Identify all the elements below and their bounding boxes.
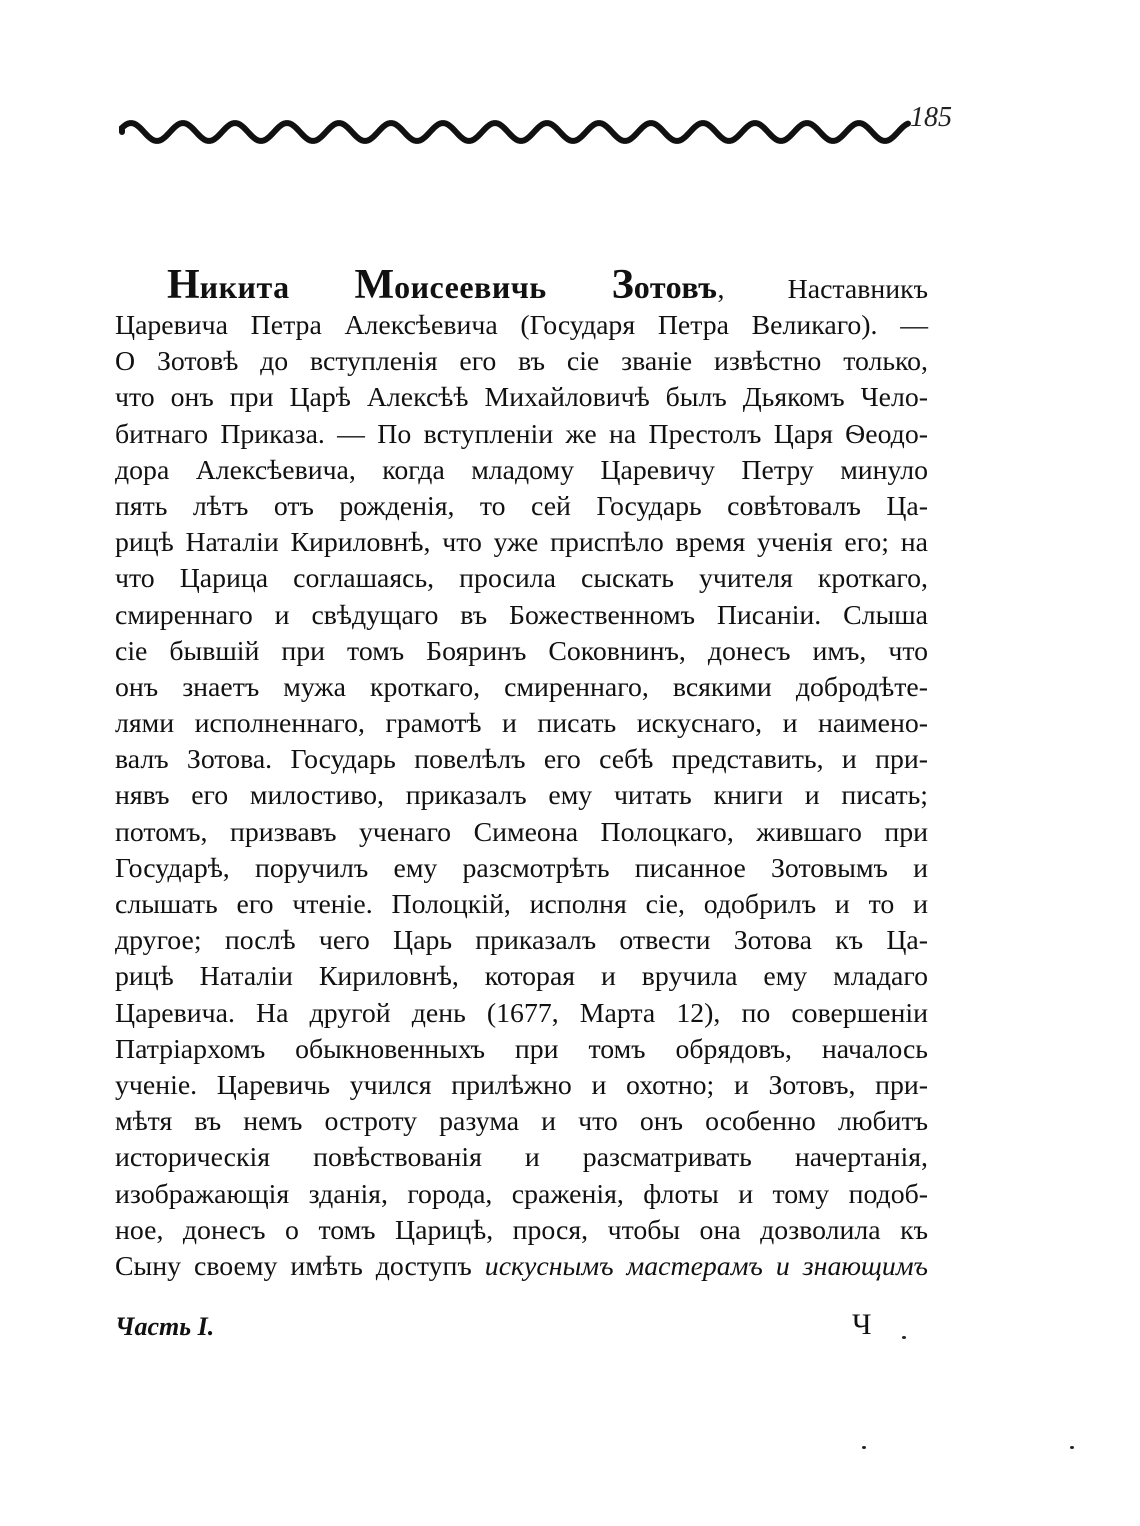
text-line: другое; послѣ чего Царь приказалъ отвести Зотова къ Ца- — [115, 925, 928, 957]
ink-speck — [1070, 1446, 1074, 1449]
text-line: ное, донесъ о томъ Царицѣ, прося, чтобы она дозволила къ — [115, 1214, 928, 1246]
last-line-italic: искуснымъ мастерамъ и знающимъ — [484, 1250, 928, 1282]
text-line: слышать его чтеніе. Полоцкій, исполня сіе, одобрилъ и то и — [115, 889, 928, 920]
signature-letter: Ч — [852, 1308, 872, 1341]
text-line: пять лѣтъ отъ рожденія, то сей Государь совѣтовалъ Ца- — [115, 490, 928, 522]
name-rest-1: икита — [199, 269, 355, 305]
text-line-last — [115, 1249, 928, 1285]
text-line: что онъ при Царѣ Алексѣѣ Михайловичѣ былъ Дьякомъ Чело- — [115, 382, 928, 414]
text-line: Государѣ, поручилъ ему разсмотрѣть писанное Зотовымъ и — [115, 852, 928, 884]
article-body — [115, 262, 928, 1285]
text-line: историческія повѣствованія и разсматривать начертанія, — [115, 1142, 928, 1174]
text-line: что Царица соглашаясь, просила сыскать учителя кроткаго, — [115, 563, 928, 595]
text-line: потомъ, призвавъ ученаго Симеона Полоцкаго, жившаго при — [115, 816, 928, 848]
name-initial-3: З — [611, 262, 634, 308]
text-line: рицѣ Наталіи Кириловнѣ, что уже приспѣло время ученія его; на — [115, 527, 928, 559]
ink-speck — [902, 1336, 906, 1339]
text-line: смиреннаго и свѣдущаго въ Божественномъ Писаніи. Слыша — [115, 599, 928, 631]
text-line: битнаго Приказа. — По вступленіи же на Престолъ Царя Ѳеодо- — [115, 418, 928, 450]
text-line: дора Алексѣевича, когда младому Царевичу Петру минуло — [115, 454, 928, 486]
name-initial-2: М — [354, 262, 395, 308]
heading-tail: , Наставникъ — [717, 274, 929, 305]
ink-speck — [862, 1446, 866, 1449]
page-number: 185 — [910, 102, 952, 133]
text-line: мѣтя въ немъ остроту разума и что онъ особенно любитъ — [115, 1106, 928, 1138]
text-line: нявъ его милостиво, приказалъ ему читать книги и писать; — [115, 780, 928, 812]
text-line: Патріархомъ обыкновенныхъ при томъ обрядовъ, началось — [115, 1033, 928, 1065]
text-line: лями исполненнаго, грамотѣ и писать искуснаго, и наимено- — [115, 708, 928, 740]
entry-heading-line — [115, 262, 928, 308]
text-line: изображающія зданія, города, сраженія, флоты и тому подоб- — [115, 1178, 928, 1210]
text-line: О Зотовѣ до вступленія его въ сіе званіе извѣстно только, — [115, 346, 928, 378]
wave-ornament-icon — [118, 104, 918, 160]
text-line: сіе бывшій при томъ Бояринъ Соковнинъ, донесъ имъ, что — [115, 635, 928, 667]
text-line: рицѣ Наталіи Кириловнѣ, которая и вручила ему младаго — [115, 961, 928, 993]
name-rest-3: отовъ — [633, 269, 718, 305]
text-line: ученіе. Царевичь учился прилѣжно и охотно; и Зотовъ, при- — [115, 1069, 928, 1101]
text-line: валъ Зотова. Государь повелѣлъ его себѣ представить, и при- — [115, 744, 928, 776]
part-label: Часть I. — [115, 1312, 215, 1341]
name-initial-1: Н — [167, 262, 200, 308]
text-line: Царевича Петра Алексѣевича (Государя Петра Великаго). — — [115, 310, 928, 341]
text-line: Царевича. На другой день (1677, Марта 12), по совершеніи — [115, 997, 928, 1029]
last-line-regular: Сыну своему имѣть доступъ — [115, 1250, 485, 1282]
name-rest-2: оисеевичь — [394, 269, 612, 305]
text-line: онъ знаетъ мужа кроткаго, смиреннаго, всякими добродѣте- — [115, 671, 928, 703]
